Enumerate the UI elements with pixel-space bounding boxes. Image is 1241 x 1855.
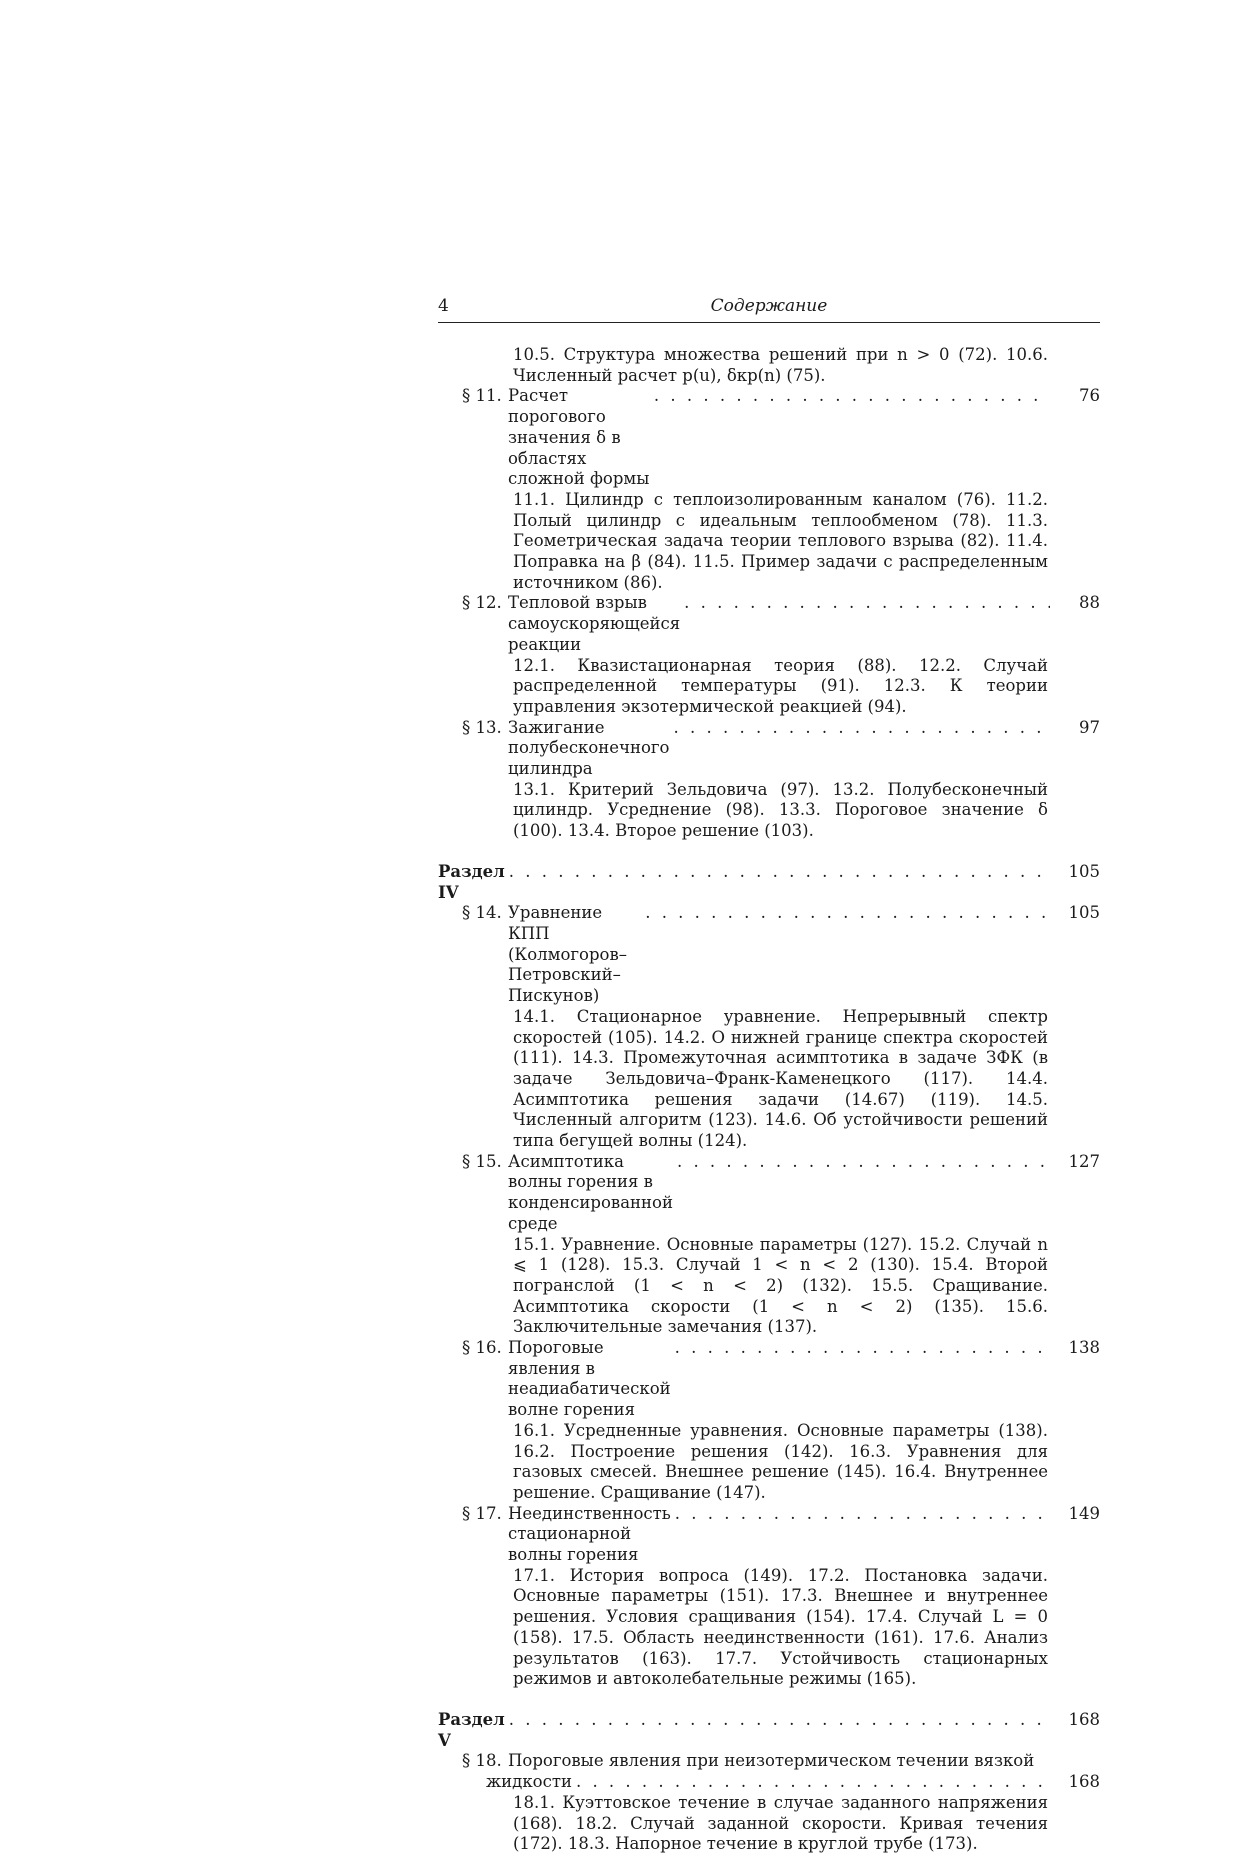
toc-section-13 [438, 718, 1100, 842]
subsection-list: 16.1. Усредненные уравнения. Основные параметры (138). 16.2. Построение решения (142). 16.3. Уравнения для газовых смесей. Внешнее решение (145). 16.4. Внутреннее решение. Сращивание (147). [513, 1420, 1048, 1502]
toc-section-11 [438, 386, 1100, 593]
dot-leader [677, 1152, 1050, 1173]
toc-body [438, 345, 1100, 1855]
section-page: 88 [1079, 593, 1100, 613]
section-page: 105 [1068, 903, 1100, 923]
section-title-continued[interactable]: жидкости [486, 1772, 572, 1792]
subsection-list: 10.5. Структура множества решений при n > 0 (72). 10.6. Численный расчет p(u), δкр(n) (75). [513, 345, 1048, 385]
section-number: § 17. [462, 1503, 502, 1523]
toc-section-16 [438, 1338, 1100, 1504]
section-title[interactable]: Уравнение КПП (Колмогоров–Петровский–Пискунов) [508, 903, 628, 1006]
subsection-list: 14.1. Стационарное уравнение. Непрерывный спектр скоростей (105). 14.2. О нижней границе спектра скоростей (111). 14.3. Промежуточная асимптотика в задаче ЗФК (в задаче Зельдовича–Франк-Каменецкого (117). 14.4. Асимптотика решения задачи (14.67) (119). 14.5. Численный алгоритм (123). 14.6. Об устойчивости решений типа бегущей волны (124). [513, 1006, 1048, 1151]
toc-part-4 [438, 862, 1100, 903]
dot-leader [509, 1710, 1050, 1731]
section-title[interactable]: Неединственность стационарной волны горения [508, 1503, 671, 1565]
running-title: Содержание [710, 296, 828, 316]
dot-leader [675, 1338, 1050, 1359]
dot-leader [674, 718, 1051, 739]
section-page: 127 [1068, 1151, 1100, 1171]
section-number: § 18. [462, 1751, 502, 1771]
section-title[interactable]: Зажигание полубесконечного цилиндра [508, 717, 670, 779]
toc-subentries-continued [438, 345, 1100, 386]
toc-section-18 [438, 1751, 1100, 1855]
subsection-list: 12.1. Квазистационарная теория (88). 12.2. Случай распределенной температуры (91). 12.3. К теории управления экзотермической реакцией (94). [513, 655, 1048, 716]
dot-leader [654, 386, 1050, 407]
dot-leader [576, 1772, 1050, 1793]
toc-section-17 [438, 1504, 1100, 1690]
section-number: § 15. [462, 1151, 502, 1171]
toc-section-15 [438, 1152, 1100, 1338]
section-title[interactable]: Тепловой взрыв самоускоряющейся реакции [508, 593, 681, 654]
section-number: § 13. [462, 717, 502, 737]
section-page: 149 [1068, 1503, 1100, 1523]
subsection-list: 17.1. История вопроса (149). 17.2. Постановка задачи. Основные параметры (151). 17.3. Внешнее и внутреннее решения. Условия сращивания (154). 17.4. Случай L = 0 (158). 17.5. Область неединственности (161). 17.6. Анализ результатов (163). 17.7. Устойчивость стационарных режимов и автоколебательные режимы (165). [513, 1565, 1048, 1689]
toc-section-12 [438, 593, 1100, 717]
subsection-list: 11.1. Цилиндр с теплоизолированным каналом (76). 11.2. Полый цилиндр с идеальным теплообменом (78). 11.3. Геометрическая задача теории теплового взрыва (82). 11.4. Поправка на β (84). 11.5. Пример задачи с распределенным источником (86). [513, 489, 1048, 592]
section-number: § 11. [462, 386, 502, 406]
subsection-list: 18.1. Куэттовское течение в случае заданного напряжения (168). 18.2. Случай заданной скорости. Кривая течения (172). 18.3. Напорное течение в круглой трубе (173). [513, 1792, 1048, 1854]
section-title[interactable]: Асимптотика волны горения в конденсированной среде [508, 1151, 673, 1233]
section-title[interactable]: Пороговые явления при неизотермическом течении вязкой [508, 1751, 1035, 1771]
dot-leader [645, 903, 1050, 924]
section-title[interactable]: Пороговые явления в неадиабатической волне горения [508, 1338, 671, 1420]
page-number: 4 [438, 296, 449, 316]
part-page: 168 [1068, 1710, 1100, 1729]
subsection-list: 13.1. Критерий Зельдовича (97). 13.2. Полубесконечный цилиндр. Усреднение (98). 13.3. Пороговое значение δ (100). 13.4. Второе решение (103). [513, 779, 1048, 841]
section-title[interactable]: Расчет порогового значения δ в областях сложной формы [508, 386, 650, 489]
dot-leader [509, 862, 1050, 883]
subsection-list: 15.1. Уравнение. Основные параметры (127). 15.2. Случай n ⩽ 1 (128). 15.3. Случай 1 < n < 2 (130). 15.4. Второй погранслой (1 < n < 2) (132). 15.5. Сращивание. Асимптотика скорости (1 < n < 2) (135). 15.6. Заключительные замечания (137). [513, 1234, 1048, 1337]
part-title[interactable]: Раздел IV [438, 861, 505, 902]
dot-leader [675, 1504, 1050, 1525]
part-title[interactable]: Раздел V [438, 1710, 505, 1750]
running-header [438, 296, 1100, 323]
section-page: 138 [1068, 1338, 1100, 1358]
section-page: 168 [1068, 1772, 1100, 1792]
toc-part-5 [438, 1710, 1100, 1751]
toc-section-14 [438, 903, 1100, 1151]
section-number: § 14. [462, 903, 502, 923]
section-number: § 12. [462, 593, 502, 613]
part-page: 105 [1068, 861, 1100, 881]
section-page: 97 [1079, 717, 1100, 737]
section-page: 76 [1079, 386, 1100, 406]
section-number: § 16. [462, 1338, 502, 1358]
dot-leader [684, 593, 1050, 614]
